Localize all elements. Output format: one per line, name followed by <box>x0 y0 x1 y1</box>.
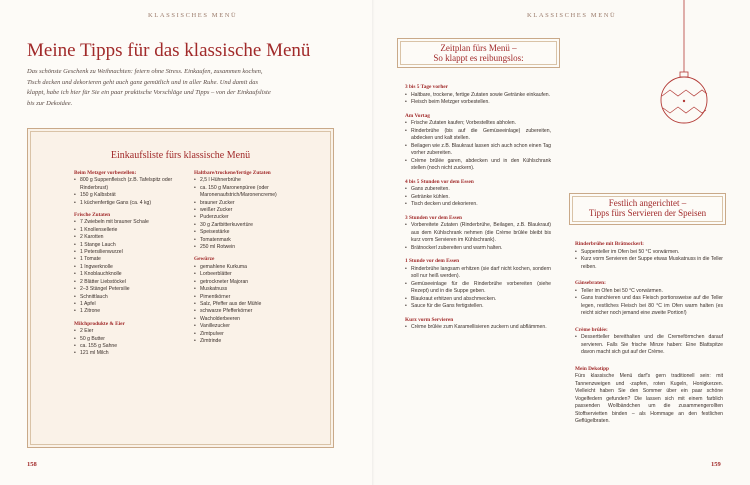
section-heading: 3 bis 5 Tage vorher <box>405 84 448 90</box>
list-item: • Muskatnuss <box>194 286 298 293</box>
list-item: • 800 g Suppenfleisch (z.B. Tafelspitz oder Rinderbrust) <box>74 177 174 192</box>
section-heading: Beim Metzger vorbestellen: <box>74 170 137 176</box>
list-item: • 2 Karotten <box>74 234 174 241</box>
list-item: • Salz, Pfeffer aus der Mühle <box>194 301 298 308</box>
section-heading: 1 Stunde vor dem Essen <box>405 258 460 264</box>
serving-tips-list <box>575 241 723 426</box>
list-item: • 250 ml Rotwein <box>194 244 298 251</box>
list-item: • 1 Zitrone <box>74 308 174 315</box>
list-item: • Fleisch beim Metzger vorbestellen. <box>405 99 551 107</box>
list-item: • Teller im Ofen bei 50 °C vorwärmen. <box>575 288 723 296</box>
deko-tip-heading: Mein Dekotipp <box>575 365 609 372</box>
list-item: • Vanillezucker <box>194 323 298 330</box>
list-item: • 7 Zwiebeln mit brauner Schale <box>74 219 174 226</box>
list-item: • Zimtpulver <box>194 331 298 338</box>
list-item: • Sauce für die Gans fertigstellen. <box>405 303 551 311</box>
bullet-list <box>405 120 551 173</box>
list-item: • 2,5 l Hühnerbrühe <box>194 177 298 184</box>
list-item: • Zimtrinde <box>194 338 298 345</box>
list-item: • brauner Zucker <box>194 200 298 207</box>
serving-title-line1: Festlich angerichtet – <box>608 198 687 208</box>
list-item: • Tomatenmark <box>194 237 298 244</box>
list-item: • Gemüseeinlage für die Rinderbrühe vorbereiten (siehe Rezept) und in die Suppe geben. <box>405 281 551 296</box>
list-item: • 1 Knoblauchknolle <box>74 271 174 278</box>
bullet-list <box>575 334 723 357</box>
list-item: • Rinderbrühe langsam erhitzen (sie darf nicht kochen, sondern soll nur heiß werden). <box>405 266 551 281</box>
list-item: • 2 Blätter Liebstöckel <box>74 279 174 286</box>
list-item: • Vorbereitete Zutaten (Rinderbrühe, Beilagen, z.B. Blaukraut) aus dem Kühlschrank nehmen (die Crème brûlée bleibt bis kurz vorm Servieren im Kühlschrank). <box>405 222 551 245</box>
section-heading: Kurz vorm Servieren <box>405 316 454 323</box>
bullet-list <box>74 177 174 207</box>
shopping-column-1 <box>74 170 174 358</box>
section-heading: Gewürze <box>194 256 215 263</box>
list-item: • weißer Zucker <box>194 207 298 214</box>
bullet-list <box>405 266 551 311</box>
list-item: • 1 Stange Lauch <box>74 242 174 249</box>
section-heading: Am Vortag <box>405 112 430 119</box>
bullet-list <box>575 288 723 318</box>
bullet-list <box>74 328 174 358</box>
list-item: • Tisch decken und dekorieren. <box>405 201 551 209</box>
deko-tip-text: Fürs klassische Menü darf's gern traditionell sein: mit Tannenzweigen und -zapfen, roten Kugeln, Honigkerzen. Vielleicht haben Sie den Sommer über ein paar schöne Vogelfedern gefunden? Die lassen sich mit einem farblich passenden Wollbändchen um die zusammengerollten Stoffservietten binden – als Hommage an den festlichen Geflügelbraten. <box>575 373 723 424</box>
list-item: • 1 Petersilienwurzel <box>74 249 174 256</box>
list-item: • 2–3 Stängel Petersilie <box>74 286 174 293</box>
list-item: • Crème brûlée zum Karamellisieren zuckern und abflämmen. <box>405 324 551 332</box>
section-heading: Frische Zutaten <box>74 212 111 219</box>
list-item: • 1 küchenfertige Gans (ca. 4 kg) <box>74 200 174 207</box>
list-item: • Getränke kühlen. <box>405 194 551 202</box>
list-item: • 1 Apfel <box>74 301 174 308</box>
schedule-list <box>405 84 551 332</box>
section-heading: Milchprodukte & Eier <box>74 320 125 327</box>
bullet-list <box>405 222 551 252</box>
list-item: • Frische Zutaten kaufen; Vorbestelltes abholen. <box>405 120 551 128</box>
list-item: • Schnittlauch <box>74 294 174 301</box>
list-item: • Kurz vorm Servieren der Suppe etwas Muskatnuss in die Teller reiben. <box>575 256 723 271</box>
schedule-title <box>398 43 559 63</box>
list-item: • 30 g Zartbitterkuvertüre <box>194 222 298 229</box>
shopping-column-2 <box>194 170 298 345</box>
running-head-left: KLASSISCHES MENÜ <box>148 12 238 19</box>
list-item: • ca. 155 g Sahne <box>74 343 174 350</box>
list-item: • ca. 150 g Maronenpüree (oder Maronenaufstrich/Maronencreme) <box>194 185 298 200</box>
intro-text: Das schönste Geschenk zu Weihnachten: feiern ohne Stress. Einkaufen, zusammen kochen, Tisch decken und dekorieren geht auch ganz gemütlich und in aller Ruhe. Und damit das klappt, habe ich hier für Sie ein paar praktische Vorschläge und Tipps – von der Einkaufsliste bis zur Dekoidee. <box>27 68 271 107</box>
bullet-list <box>194 264 298 345</box>
serving-title-line2: Tipps fürs Servieren der Speisen <box>588 208 707 218</box>
serving-title <box>570 198 725 218</box>
list-item: • 2 Eier <box>74 328 174 335</box>
list-item: • Haltbare, trockene, fertige Zutaten sowie Getränke einkaufen. <box>405 92 551 100</box>
list-item: • Suppenteller im Ofen bei 50 °C vorwärmen. <box>575 249 723 257</box>
section-heading: Crème brûlée: <box>575 326 608 333</box>
section-heading: Rinderbrühe mit Brätnockerl: <box>575 241 644 247</box>
list-item: • 1 Tomate <box>74 256 174 263</box>
page-number-right: 159 <box>711 461 721 468</box>
list-item: • Speisestärke <box>194 229 298 236</box>
bullet-list <box>575 249 723 272</box>
list-item: • gemahlene Kurkuma <box>194 264 298 271</box>
christmas-bauble-icon <box>658 0 710 140</box>
page-title: Meine Tipps für das klassische Menü <box>27 40 311 61</box>
bullet-list <box>194 177 298 251</box>
bullet-list <box>405 92 551 107</box>
page-number-left: 158 <box>27 461 37 468</box>
section-heading: 4 bis 5 Stunden vor dem Essen <box>405 178 474 185</box>
section-heading: 3 Stunden vor dem Essen <box>405 214 463 221</box>
list-item: • Brätnockerl zubereiten und warm halten. <box>405 245 551 253</box>
list-item: • Beilagen wie z.B. Blaukraut lassen sich auch schon einen Tag vorher zubereiten. <box>405 143 551 158</box>
serving-title-box <box>569 193 726 225</box>
list-item: • 150 g Kalbsbrät <box>74 192 174 199</box>
running-head-right: KLASSISCHES MENÜ <box>527 12 617 19</box>
list-item: • Puderzucker <box>194 214 298 221</box>
shopping-list-title: Einkaufsliste fürs klassische Menü <box>110 150 251 161</box>
bullet-list <box>405 186 551 209</box>
list-item: • getrockneter Majoran <box>194 279 298 286</box>
list-item: • Rinderbrühe (bis auf die Gemüseeinlage) zubereiten, abdecken und kalt stellen. <box>405 128 551 143</box>
list-item: • schwarze Pfefferkörner <box>194 308 298 315</box>
list-item: • 121 ml Milch <box>74 350 174 357</box>
list-item: • 1 Ingwerknolle <box>74 264 174 271</box>
bullet-list <box>405 324 551 332</box>
list-item: • Crème brûlée garen, abdecken und in den Kühlschrank stellen (noch nicht zuckern). <box>405 158 551 173</box>
schedule-title-line2: So klappt es reibungslos: <box>433 53 524 63</box>
schedule-title-box <box>397 38 560 68</box>
list-item: • Pimentkörner <box>194 294 298 301</box>
list-item: • Gans tranchieren und das Fleisch portionsweise auf die Teller legen, restliches Fleisch bei 80 °C im Ofen warm halten (es reicht sicher noch jemand eine zweite Portion!) <box>575 295 723 318</box>
list-item: • Lorbeerblätter <box>194 271 298 278</box>
bullet-list <box>74 219 174 315</box>
list-item: • Dessertteller bereithalten und die Cremeförmchen darauf servieren. Falls Sie frische Minze haben: Eine Blattspitze davon macht sich gut auf der Crème. <box>575 334 723 357</box>
schedule-title-line1: Zeitplan fürs Menü – <box>440 43 517 53</box>
list-item: • 50 g Butter <box>74 336 174 343</box>
list-item: • 1 Knollensellerie <box>74 227 174 234</box>
section-heading: Haltbare/trockene/fertige Zutaten <box>194 170 271 176</box>
list-item: • Gans zubereiten. <box>405 186 551 194</box>
section-heading: Gänsebraten: <box>575 280 606 286</box>
list-item: • Wacholderbeeren <box>194 316 298 323</box>
list-item: • Blaukraut erhitzen und abschmecken. <box>405 296 551 304</box>
